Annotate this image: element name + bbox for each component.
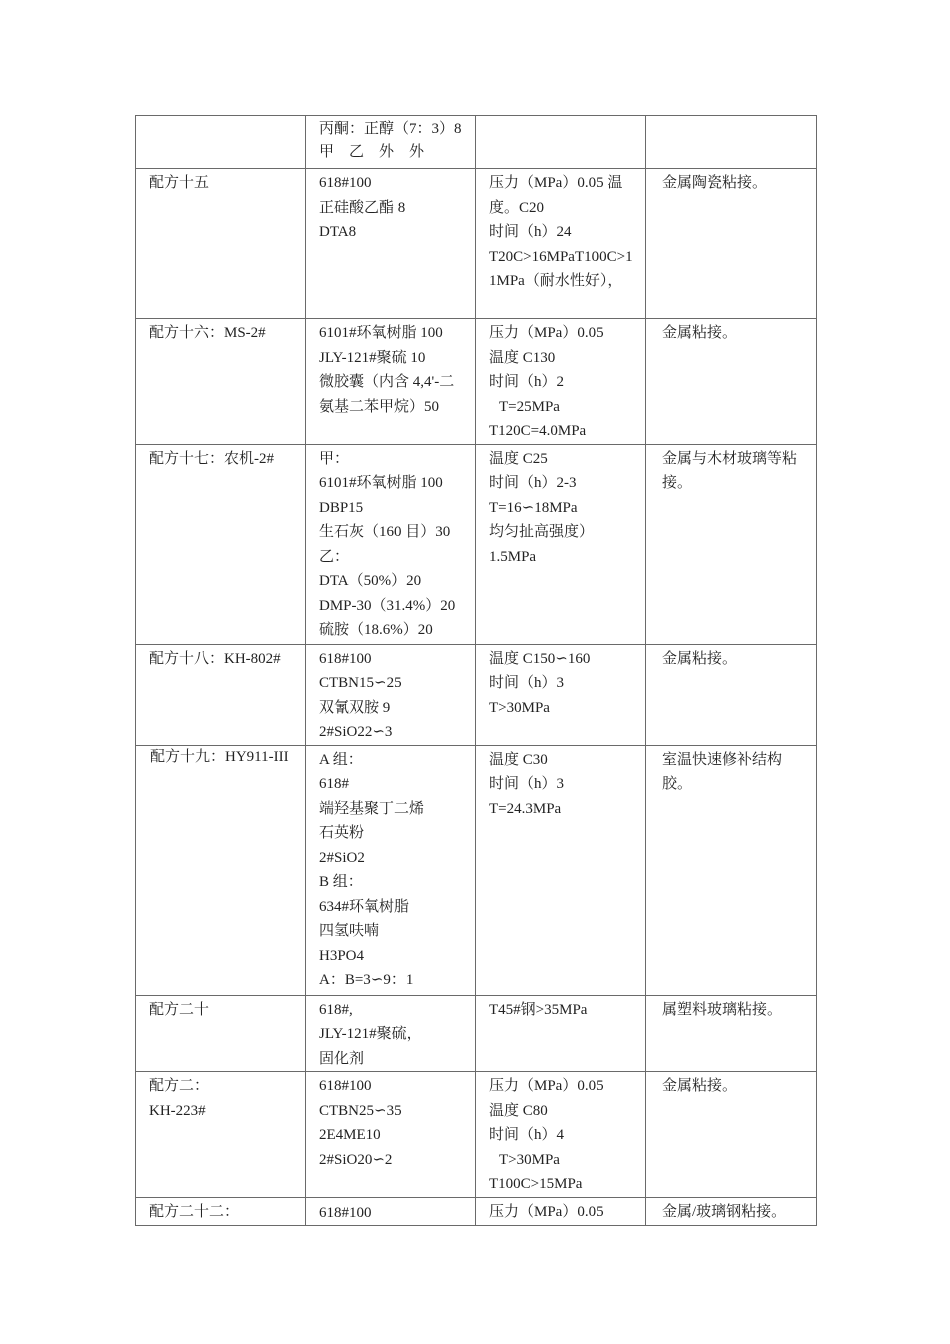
- composition-line: CTBN15∽25: [319, 675, 402, 691]
- use-text: 金属陶瓷粘接。: [662, 175, 768, 191]
- formula-name-line: 配方二：: [149, 1078, 210, 1094]
- table-row: [136, 745, 817, 995]
- conditions-cell: [476, 116, 646, 169]
- use-cell: [646, 995, 817, 1072]
- composition-line: 双氰双胺 9: [319, 699, 391, 716]
- table-row: [136, 1072, 817, 1198]
- composition-line: 端羟基聚丁二烯: [319, 800, 425, 817]
- formula-name: 配方十七：农机-2#: [149, 450, 274, 467]
- table-row: [136, 644, 817, 745]
- condition-line: 时间（h）2: [489, 374, 565, 390]
- composition-line: 甲：: [319, 450, 350, 467]
- condition-line: 时间（h）24: [489, 224, 572, 240]
- formula-name-cell: [136, 995, 306, 1072]
- condition-line: 温度 C150∽160: [489, 650, 591, 667]
- use-text: 金属粘接。: [662, 650, 738, 667]
- formula-name-cell: [136, 1197, 306, 1226]
- composition-line: 618#100: [319, 1204, 372, 1221]
- condition-line: 均匀扯高强度）: [489, 524, 595, 540]
- composition-line: 618#100: [319, 175, 372, 191]
- conditions-cell: [476, 444, 646, 644]
- formula-name: 配方二十二：: [149, 1203, 240, 1220]
- formula-name-cell: [136, 116, 306, 169]
- composition-line: DMP-30（31.4%）20: [319, 597, 456, 614]
- condition-line: 1.5MPa: [489, 548, 537, 565]
- condition-line: 压力（MPa）0.05 温度。C20: [489, 175, 623, 216]
- condition-line: T120C=4.0MPa: [489, 423, 587, 439]
- composition-cell: [306, 745, 476, 995]
- composition-cell: [306, 319, 476, 445]
- conditions-cell: [476, 1197, 646, 1226]
- condition-line: 温度 C80: [489, 1102, 548, 1119]
- composition-line: 618#,: [319, 1001, 353, 1018]
- condition-line: T>30MPa: [499, 1151, 560, 1168]
- formula-name: 配方十九：HY911-III: [150, 748, 289, 765]
- composition-line: 固化剂: [319, 1050, 365, 1067]
- condition-line: 时间（h）3: [489, 776, 565, 792]
- condition-line: T45#钢>35MPa: [489, 1001, 588, 1018]
- condition-line: 压力（MPa）0.05: [489, 325, 604, 341]
- condition-line: T=24.3MPa: [489, 800, 562, 817]
- composition-cell: [306, 995, 476, 1072]
- composition-cell: [306, 1072, 476, 1198]
- use-text: 金属粘接。: [662, 325, 738, 341]
- composition-line: 石英粉: [319, 825, 365, 841]
- composition-line: 618#100: [319, 1078, 372, 1094]
- condition-line: 温度 C30: [489, 751, 548, 768]
- composition-line: 6101#环氧树脂 100: [319, 475, 443, 491]
- composition-line: 乙：: [319, 548, 350, 565]
- composition-cell: [306, 116, 476, 169]
- use-text: 室温快速修补结构胶。: [662, 751, 783, 792]
- composition-line: JLY-121#聚硫 10: [319, 349, 426, 366]
- table-row: [136, 1197, 817, 1226]
- use-text: 金属粘接。: [662, 1078, 738, 1094]
- conditions-cell: [476, 995, 646, 1072]
- composition-line: 2#SiO22∽3: [319, 724, 393, 740]
- condition-line: T>30MPa: [489, 699, 550, 716]
- conditions-cell: [476, 169, 646, 319]
- use-cell: [646, 1072, 817, 1198]
- composition-line: A：B=3∽9：1: [319, 972, 414, 988]
- conditions-cell: [476, 644, 646, 745]
- use-cell: [646, 1197, 817, 1226]
- composition-line: 2#SiO20∽2: [319, 1151, 393, 1168]
- composition-line: 618#: [319, 776, 349, 792]
- composition-line: 生石灰（160 目）30: [319, 524, 451, 540]
- use-cell: [646, 444, 817, 644]
- composition-line: 四氢呋喃: [319, 923, 380, 939]
- condition-line: 压力（MPa）0.05: [489, 1203, 604, 1220]
- condition-line: 压力（MPa）0.05: [489, 1078, 604, 1094]
- formula-name: 配方二十: [149, 1001, 210, 1018]
- formula-name-cell: [136, 644, 306, 745]
- table-row: [136, 444, 817, 644]
- composition-line: 微胶囊（内含 4,4'-二氨基二苯甲烷）50: [319, 374, 455, 415]
- formula-name-cell: [136, 319, 306, 445]
- composition-cell: [306, 444, 476, 644]
- condition-line: 温度 C130: [489, 349, 556, 366]
- formula-name-cell: [136, 169, 306, 319]
- condition-line: 时间（h）2-3: [489, 475, 577, 491]
- formula-name-cell: [136, 444, 306, 644]
- use-text: 金属与木材玻璃等粘接。: [662, 450, 798, 491]
- formula-name-line: KH-223#: [149, 1102, 206, 1119]
- condition-line: 时间（h）4: [489, 1127, 565, 1143]
- composition-cell: [306, 169, 476, 319]
- formula-name-cell: [136, 745, 306, 995]
- composition-line: 甲 乙 外 外: [319, 144, 425, 160]
- table-row: [136, 116, 817, 169]
- formula-name: 配方十八：KH-802#: [149, 650, 281, 667]
- use-text: 金属/玻璃钢粘接。: [662, 1203, 787, 1220]
- condition-line: 温度 C25: [489, 450, 548, 467]
- composition-line: DTA（50%）20: [319, 573, 422, 589]
- composition-line: 618#100: [319, 650, 372, 667]
- composition-line: B 组：: [319, 874, 363, 890]
- table-row: [136, 319, 817, 445]
- use-cell: [646, 319, 817, 445]
- conditions-cell: [476, 1072, 646, 1198]
- composition-line: A 组：: [319, 751, 363, 768]
- composition-cell: [306, 644, 476, 745]
- composition-line: 634#环氧树脂: [319, 898, 410, 915]
- condition-line: T20C>16MPaT100C>1 1MPa（耐水性好），: [489, 248, 633, 289]
- formula-table: [135, 115, 817, 1226]
- formula-name: 配方十五: [149, 175, 210, 191]
- composition-cell: [306, 1197, 476, 1226]
- composition-line: DBP15: [319, 499, 364, 516]
- conditions-cell: [476, 319, 646, 445]
- composition-line: 2#SiO2: [319, 849, 365, 866]
- condition-line: T=16∽18MPa: [489, 499, 578, 516]
- use-cell: [646, 116, 817, 169]
- use-cell: [646, 644, 817, 745]
- condition-line: T=25MPa: [499, 398, 560, 415]
- formula-name-cell: [136, 1072, 306, 1198]
- composition-line: H3PO4: [319, 947, 365, 964]
- composition-line: 2E4ME10: [319, 1127, 381, 1143]
- composition-line: JLY-121#聚硫，: [319, 1026, 422, 1042]
- composition-line: 6101#环氧树脂 100: [319, 325, 443, 341]
- use-text: 属塑料玻璃粘接。: [662, 1001, 783, 1018]
- composition-line: DTA8: [319, 224, 357, 240]
- use-cell: [646, 169, 817, 319]
- condition-line: T100C>15MPa: [489, 1176, 583, 1192]
- table-row: [136, 995, 817, 1072]
- composition-line: 正硅酸乙酯 8: [319, 199, 406, 216]
- use-cell: [646, 745, 817, 995]
- composition-line: 丙酮：正醇（7：3）8: [319, 121, 462, 137]
- formula-name: 配方十六：MS-2#: [149, 325, 266, 341]
- conditions-cell: [476, 745, 646, 995]
- condition-line: 时间（h）3: [489, 675, 565, 691]
- table-row: [136, 169, 817, 319]
- composition-line: 硫胺（18.6%）20: [319, 622, 433, 638]
- composition-line: CTBN25∽35: [319, 1102, 402, 1119]
